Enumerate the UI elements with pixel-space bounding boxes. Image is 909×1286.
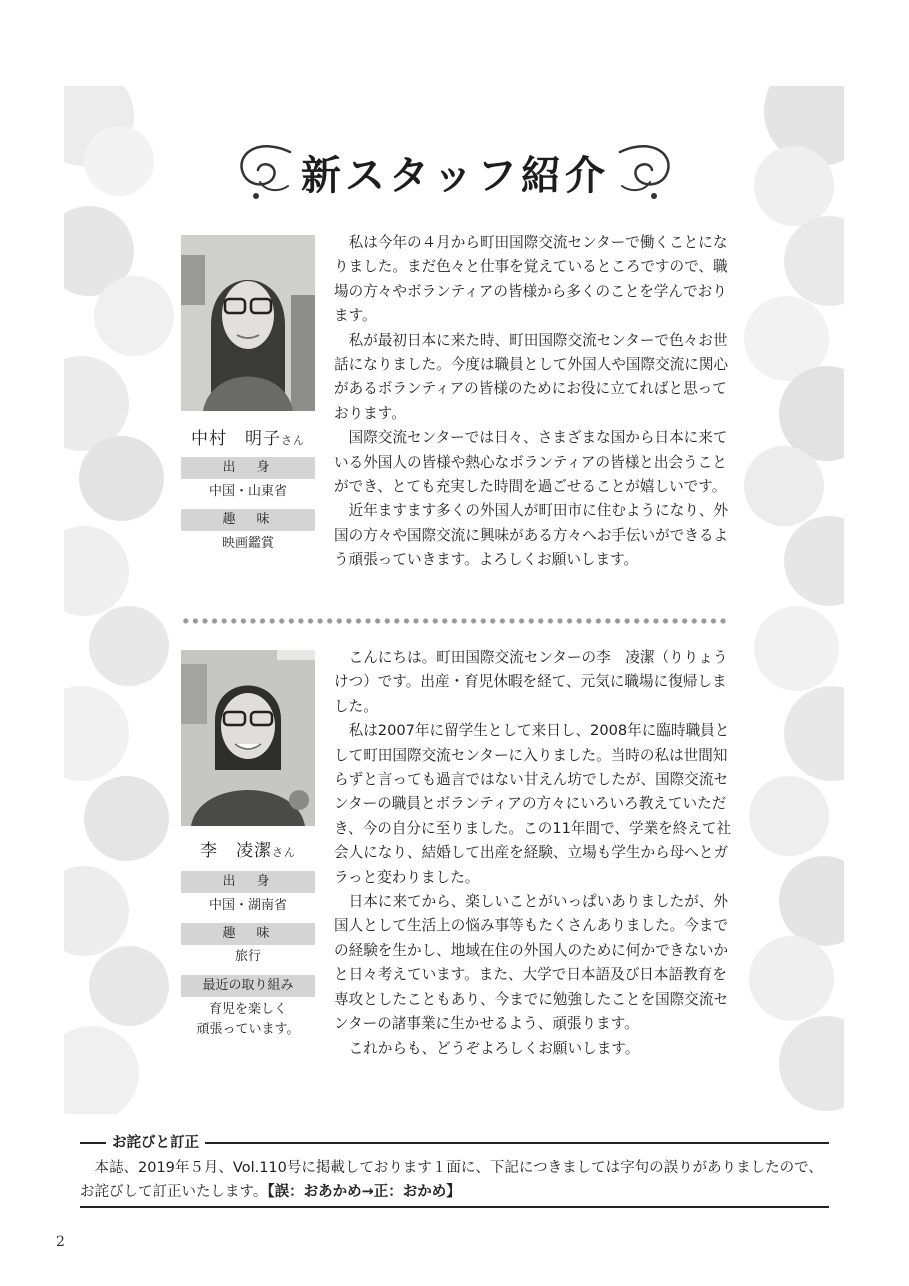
staff1-origin-label: 出 身 <box>181 457 315 479</box>
decor-bubble <box>754 146 834 226</box>
staff2-hobby: 旅行 <box>234 949 261 964</box>
staff1-hobby-label: 趣 味 <box>181 509 315 531</box>
decor-bubble <box>84 776 169 861</box>
staff2-photo <box>181 650 315 826</box>
decor-bubble <box>64 686 129 781</box>
staff2-honorific: さん <box>272 846 296 859</box>
decor-bubble <box>754 606 839 691</box>
staff1-paragraph: 私が最初日本に来た時、町田国際交流センターで色々お世話になりました。今度は職員として外国人や国際交流に関心があるボランティアの皆様のためにお役に立てればと思っております。 <box>334 331 729 422</box>
decor-bubble <box>64 526 129 616</box>
staff2-intro-text <box>334 646 732 1061</box>
staff1-intro-text <box>334 231 732 573</box>
staff2-hobby-label: 趣 味 <box>181 923 315 945</box>
staff2-origin-label: 出 身 <box>181 871 315 893</box>
staff2-recent-line: 育児を楽しく <box>208 1002 287 1017</box>
staff2-paragraph: こんにちは。町田国際交流センターの李 凌潔（りりょうけつ）です。出産・育児休暇を経て、元気に職場に復帰しました。 <box>334 649 728 715</box>
correction-heading <box>80 1131 829 1153</box>
staff1-honorific: さん <box>281 434 305 447</box>
correction-body <box>80 1156 832 1204</box>
decor-bubble <box>784 686 844 781</box>
staff1-paragraph: 近年ますます多くの外国人が町田市に住むようになり、外国の方々や国際交流に興味がある方々へお手伝いができるよう頑張っていきます。よろしくお願いします。 <box>334 502 729 569</box>
decor-bubble <box>749 776 829 856</box>
decor-bubble <box>749 936 834 1021</box>
decor-bubble <box>779 1016 844 1111</box>
dotted-divider <box>181 617 729 625</box>
staff2-name-text: 李 凌潔 <box>200 841 272 861</box>
decor-bubble <box>64 866 129 956</box>
staff1-hobby: 映画鑑賞 <box>221 536 274 551</box>
decor-bubble <box>744 446 824 526</box>
staff2-paragraph: 日本に来てから、楽しいことがいっぱいありましたが、外国人として生活上の悩み事等もたくさんありました。今までの経験を生かし、地域在住の外国人のために何かできないかと日々考えています。また、大学で日本語及び日本語教育を専攻としたこともあり、今までに勉強したことを国際交流センターの諸事業に生かせるよう、頑張ります。 <box>334 893 729 1033</box>
staff1-paragraph: 私は今年の４月から町田国際交流センターで働くことになりました。まだ色々と仕事を覚えているところですので、職場の方々やボランティアの皆様から多くのことを学んでおります。 <box>334 234 728 325</box>
title-block <box>230 130 680 210</box>
decor-bubble <box>784 216 844 306</box>
correction-text: 本誌、2019年５月、Vol.110号に掲載しております１面に、下記につきましては字句の誤りがありましたので、お詫びして訂正いたします。 <box>80 1160 823 1200</box>
decor-bubble <box>79 436 164 521</box>
decor-bubble <box>779 856 844 946</box>
staff2-name <box>181 836 315 861</box>
staff1-name <box>181 424 315 449</box>
staff2-recent-label: 最近の取り組み <box>181 975 315 997</box>
staff1-origin: 中国・山東省 <box>208 484 287 499</box>
decor-bubble <box>89 946 169 1026</box>
decor-bubble <box>784 516 844 606</box>
staff2-paragraph: 私は2007年に留学生として来日し、2008年に臨時職員として町田国際交流センターに入りました。当時の私は世間知らずと言っても過言ではない甘えん坊でしたが、国際交流センターの職員とボランティアの方々にいろいろ教えていただき、今の自分に至りました。この11年間で、学業を終えて社会人になり、結婚して出産を経験、立場も学生から母へとガラっと変わりました。 <box>334 722 732 886</box>
staff2-origin: 中国・湖南省 <box>208 898 287 913</box>
page-title: 新スタッフ紹介 <box>301 153 609 199</box>
decor-bubble <box>64 1026 139 1114</box>
decor-bubble <box>89 606 169 686</box>
staff1-name-text: 中村 明子 <box>191 429 281 449</box>
staff2-recent-line: 頑張っています。 <box>196 1022 300 1037</box>
right-flourish-icon <box>610 130 680 210</box>
staff2-paragraph: これからも、どうぞよろしくお願いします。 <box>348 1039 640 1057</box>
correction-bottom-rule <box>80 1206 829 1208</box>
heading-rule <box>80 1142 100 1144</box>
decor-bubble <box>94 276 174 356</box>
staff2-recent <box>181 1000 315 1040</box>
staff1-paragraph: 国際交流センターでは日々、さまざまな国から日本に来ている外国人の皆様や熱心なボランティアの皆様と出会うことができ、とても充実した時間を過ごせることが嬉しいです。 <box>334 429 728 496</box>
heading-rule <box>100 1142 829 1144</box>
page-number: 2 <box>56 1234 65 1250</box>
correction-title: お詫びと訂正 <box>106 1131 205 1152</box>
left-flourish-icon <box>230 130 300 210</box>
correction-fix: 【誤：おあかめ→正：おかめ】 <box>267 1184 461 1200</box>
staff1-photo <box>181 235 315 411</box>
decor-bubble <box>84 126 154 196</box>
